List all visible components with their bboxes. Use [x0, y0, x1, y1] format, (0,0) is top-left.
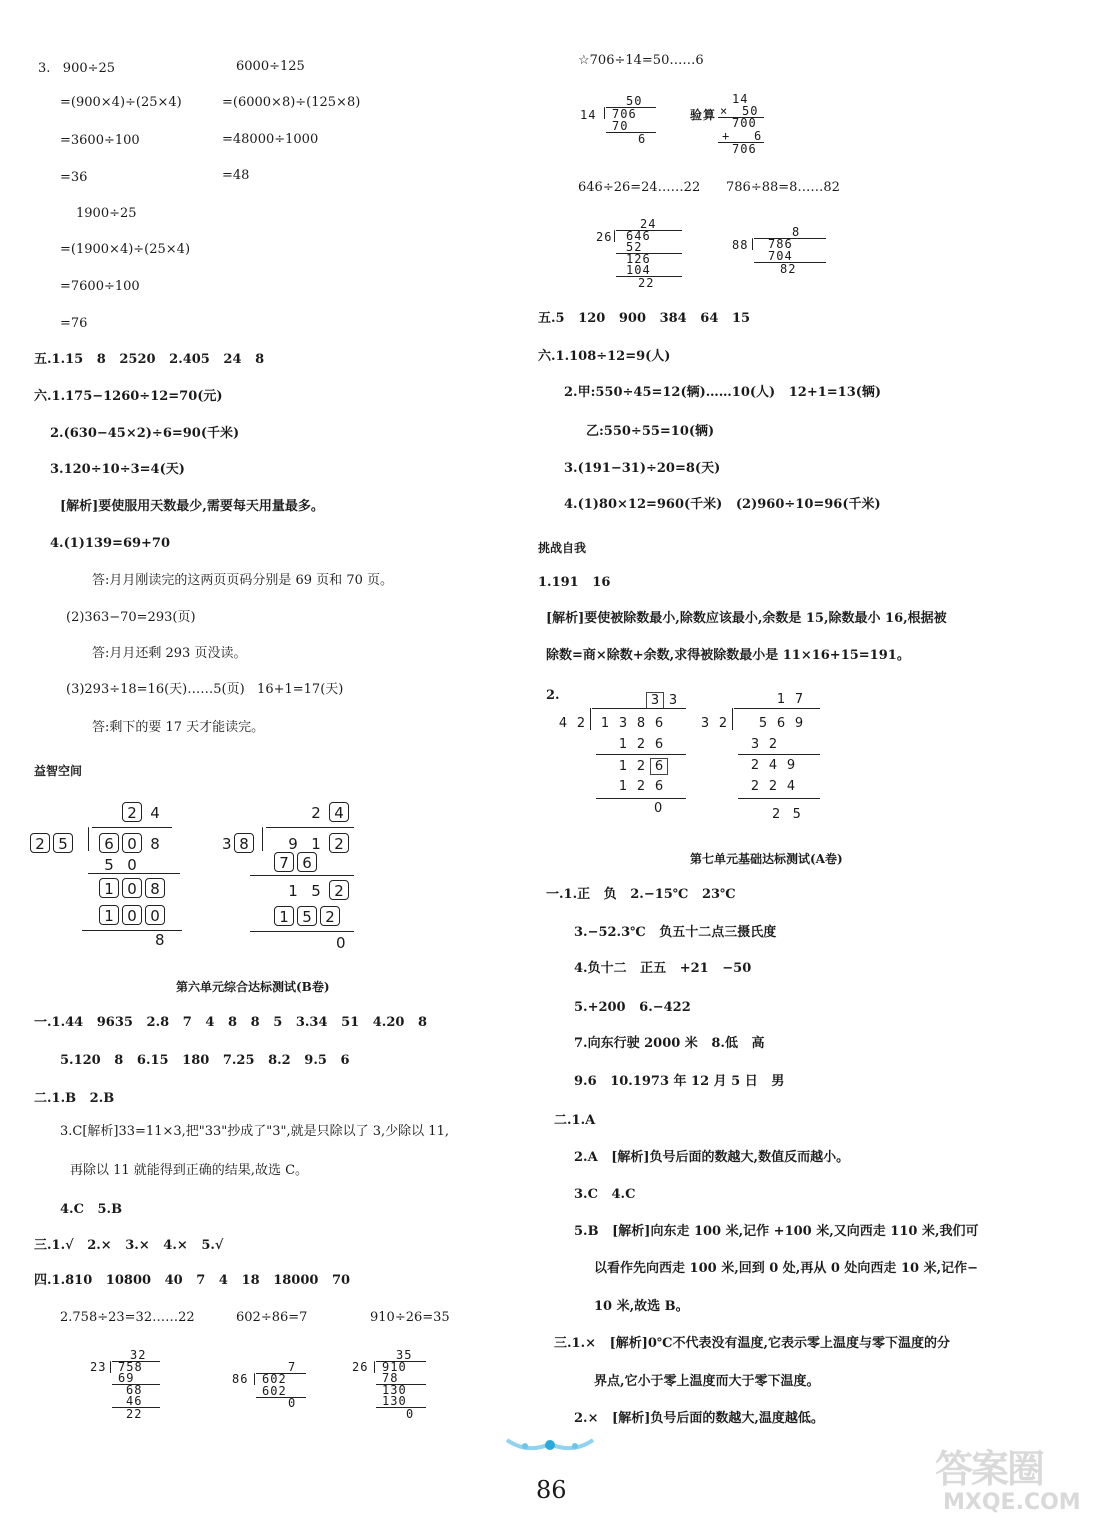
digit: 3	[700, 716, 710, 731]
step: 78	[382, 1371, 399, 1385]
text-line: 646÷26=24……22	[578, 180, 701, 195]
text-line: [解析]要使被除数最小,除数应该最小,余数是 15,除数最小 16,根据被	[546, 611, 947, 626]
digit-box: 6	[297, 852, 317, 872]
text-line: 2.758÷23=32……22	[60, 1310, 195, 1325]
text-line: 答:月月刚读完的这两页页码分别是 69 页和 70 页。	[92, 573, 393, 588]
dividend: 786	[768, 237, 793, 251]
digit-box: 5	[297, 906, 317, 926]
step: 704	[768, 249, 793, 263]
digit-box: 5	[53, 833, 73, 853]
digit: 2	[311, 804, 321, 822]
text-line: =48	[222, 168, 250, 183]
text-line: 7.向东行驶 2000 米 8.低 高	[574, 1036, 765, 1051]
dividend: 910	[382, 1360, 407, 1374]
boxed-division-2	[222, 800, 372, 950]
text-line: 三.1.√ 2.× 3.× 4.× 5.√	[34, 1238, 224, 1253]
digit-box: 6	[99, 833, 119, 853]
text-line: (2)363−70=293(页)	[66, 610, 196, 625]
text-line: 六.1.108÷12=9(人)	[538, 349, 671, 364]
remainder: 0	[654, 801, 663, 816]
text-line: =48000÷1000	[222, 132, 319, 147]
text-line: 再除以 11 就能得到正确的结果,故选 C。	[70, 1163, 309, 1178]
dividend: 706	[612, 107, 637, 121]
digit: 6	[654, 737, 664, 752]
digit-box: 2	[320, 906, 340, 926]
digit: 1	[618, 759, 628, 774]
text-line: 二.1.A	[554, 1113, 596, 1128]
step: 68	[126, 1383, 143, 1397]
text-line: 以看作先向西走 100 米,回到 0 处,再从 0 处向西走 10 米,记作−	[594, 1261, 978, 1276]
text-line: 一.1.正 负 2.−15℃ 23℃	[546, 887, 736, 902]
step: 126	[626, 252, 651, 266]
digit-box: 2	[329, 880, 349, 900]
digit: 4	[150, 804, 160, 822]
text-line: 4.负十二 正五 +21 −50	[574, 961, 752, 976]
text-line: (3)293÷18=16(天)……5(页) 16+1=17(天)	[66, 682, 344, 697]
digit: 8	[150, 835, 160, 853]
dividend: 602	[262, 1372, 287, 1386]
digit: 6	[776, 716, 786, 731]
remainder: 8	[155, 931, 165, 949]
digit-box: 6	[650, 758, 668, 775]
step: 52	[626, 240, 643, 254]
digit: 3	[618, 716, 628, 731]
long-division-5	[596, 219, 686, 291]
remainder: 82	[780, 262, 797, 276]
text-line: 3. 900÷25	[38, 61, 116, 76]
long-division-2	[232, 1362, 312, 1412]
quotient: 32	[130, 1348, 147, 1362]
step: 130	[382, 1383, 407, 1397]
digit: 4	[558, 716, 568, 731]
divisor: 88	[732, 238, 749, 252]
quotient: 7	[288, 1360, 297, 1374]
watermark-url: MXQE.COM	[943, 1490, 1081, 1515]
digit: 9	[786, 758, 796, 773]
section-heading: 第七单元基础达标测试(A卷)	[690, 852, 843, 866]
quotient: 24	[640, 217, 657, 231]
digit: 3	[668, 693, 678, 708]
section-heading: 挑战自我	[538, 541, 587, 555]
digit: 6	[654, 779, 664, 794]
text-line: 六.1.175−1260÷12=70(元)	[34, 389, 223, 404]
text-line: =76	[60, 316, 88, 331]
step: 69	[118, 1371, 135, 1385]
digit: 2	[768, 737, 778, 752]
quotient: 35	[396, 1348, 413, 1362]
text-line: 2.× [解析]负号后面的数越大,温度越低。	[574, 1411, 824, 1426]
page-number: 86	[536, 1476, 567, 1504]
long-division-1	[90, 1350, 170, 1430]
digit: 3	[222, 835, 232, 853]
digit: 4	[768, 758, 778, 773]
long-division-3	[352, 1350, 432, 1430]
digit: 1	[776, 692, 786, 707]
remainder: 0	[288, 1396, 297, 1410]
text-line: 5.120 8 6.15 180 7.25 8.2 9.5 6	[60, 1053, 350, 1068]
text-line: 四.1.810 10800 40 7 4 18 18000 70	[34, 1273, 351, 1288]
check-label: 验算	[690, 108, 717, 122]
divisor: 23	[90, 1360, 107, 1374]
text-line: 3.(191−31)÷20=8(天)	[564, 461, 721, 476]
divisor: 14	[580, 108, 597, 122]
text-line: =7600÷100	[60, 279, 140, 294]
text-line: 5.B [解析]向东走 100 米,记作 +100 米,又向西走 110 米,我们可	[574, 1224, 979, 1239]
digit: 4	[786, 779, 796, 794]
step: 104	[626, 263, 651, 277]
text-line: 4.C 5.B	[60, 1202, 123, 1217]
dividend: 758	[118, 1360, 143, 1374]
text-line: [解析]要使服用天数最少,需要每天用量最多。	[60, 499, 324, 514]
text-line: 4.(1)80×12=960(千米) (2)960÷10=96(千米)	[564, 497, 881, 512]
text-line: 2.	[546, 688, 560, 703]
text-line: 5.+200 6.−422	[574, 1000, 691, 1015]
digit: 2	[750, 779, 760, 794]
text-line: 3.−52.3℃ 负五十二点三摄氏度	[574, 925, 777, 940]
digit: 1	[618, 737, 628, 752]
digit: 2	[768, 779, 778, 794]
text-line: 答:剩下的要 17 天才能读完。	[92, 720, 265, 735]
text-line: 三.1.× [解析]0℃不代表没有温度,它表示零上温度与零下温度的分	[554, 1336, 951, 1351]
digit: 6	[654, 716, 664, 731]
text-line: 2.A [解析]负号后面的数越大,数值反而越小。	[574, 1150, 850, 1165]
text-line: 4.(1)139=69+70	[50, 536, 171, 551]
digit: 2	[718, 716, 728, 731]
text-line: 2.甲:550÷45=12(辆)……10(人) 12+1=13(辆)	[564, 385, 882, 400]
watermark-text: 答案圈	[935, 1447, 1044, 1491]
long-division-6	[732, 227, 832, 283]
digit: 5	[758, 716, 768, 731]
text-line: 一.1.44 9635 2.8 7 4 8 8 5 3.34 51 4.20 8	[34, 1015, 428, 1030]
divisor: 26	[596, 230, 613, 244]
digit: 1	[600, 716, 610, 731]
digit-box: 3	[646, 692, 664, 709]
text-line: 10 米,故选 B。	[594, 1299, 689, 1314]
digit: 2	[636, 759, 646, 774]
grid-division-1	[560, 692, 700, 820]
remainder: 6	[638, 132, 647, 146]
text-line: =36	[60, 170, 88, 185]
digit-box: 2	[122, 802, 142, 822]
text-line: 3.120÷10÷3=4(天)	[50, 462, 185, 477]
digit-box: 0	[145, 905, 165, 925]
page-ornament	[505, 1432, 595, 1456]
dividend: 646	[626, 229, 651, 243]
step: 130	[382, 1394, 407, 1408]
quotient: 8	[792, 225, 801, 239]
text-line: 6000÷125	[236, 59, 305, 74]
digit: 1	[618, 779, 628, 794]
section-heading: 第六单元综合达标测试(B卷)	[176, 980, 330, 994]
digit-box: 2	[329, 833, 349, 853]
remainder: 0	[406, 1407, 415, 1421]
text-line: 答:月月还剩 293 页没读。	[92, 646, 247, 661]
digit: 7	[794, 692, 804, 707]
digit-box: 1	[99, 878, 119, 898]
section-heading: 益智空间	[34, 764, 83, 778]
divisor: 86	[232, 1372, 249, 1386]
digit-box: 1	[99, 905, 119, 925]
factor: 14	[732, 92, 749, 106]
text-line: =(900×4)÷(25×4)	[60, 95, 182, 110]
remainder: 22	[638, 276, 655, 290]
text-line: =(1900×4)÷(25×4)	[60, 242, 191, 257]
watermark-logo	[935, 1438, 1110, 1528]
step: 46	[126, 1394, 143, 1408]
factor: 50	[742, 104, 759, 118]
long-division-4	[580, 96, 670, 156]
digit: 9	[288, 835, 298, 853]
digit: 1	[311, 835, 321, 853]
text-line: 602÷86=7	[236, 1310, 308, 1325]
text-line: 1900÷25	[76, 206, 137, 221]
digit: 3	[750, 737, 760, 752]
digit-box: 4	[329, 802, 349, 822]
digit: 1	[288, 882, 298, 900]
grid-division-2	[700, 692, 836, 827]
text-line: 2.(630−45×2)÷6=90(千米)	[50, 426, 240, 441]
right-column	[538, 0, 1117, 1536]
remainder: 0	[336, 934, 346, 952]
digit: 2	[636, 779, 646, 794]
digit-box: 7	[274, 852, 294, 872]
text-line: 五.1.15 8 2520 2.405 24 8	[34, 352, 265, 367]
text-line: 3.C[解析]33=11×3,把"33"抄成了"3",就是只除以了 3,少除以 11,	[60, 1124, 449, 1139]
remainder: 22	[126, 1407, 143, 1421]
remainder: 2 5	[772, 807, 801, 822]
text-line: 界点,它小于零上温度而大于零下温度。	[594, 1374, 820, 1389]
digit-box: 1	[274, 906, 294, 926]
digit: 2	[750, 758, 760, 773]
digit-box: 8	[234, 833, 254, 853]
boxed-division-1	[30, 800, 190, 950]
digit-box: 2	[30, 833, 50, 853]
digit-box: 0	[122, 905, 142, 925]
product: 700	[732, 116, 757, 130]
plus-sign: +	[722, 129, 731, 143]
digit: 5	[104, 856, 114, 874]
digit-box: 8	[145, 878, 165, 898]
quotient: 50	[626, 94, 643, 108]
text-line: 五.5 120 900 384 64 15	[538, 311, 751, 326]
step: 602	[262, 1384, 287, 1398]
text-line: 1.191 16	[538, 575, 611, 590]
text-line: 786÷88=8……82	[726, 180, 840, 195]
divisor: 26	[352, 1360, 369, 1374]
step: 70	[612, 119, 629, 133]
times-sign: ×	[720, 104, 729, 118]
text-line: 9.6 10.1973 年 12 月 5 日 男	[574, 1074, 785, 1089]
digit: 9	[794, 716, 804, 731]
digit-box: 0	[122, 878, 142, 898]
check-calculation	[690, 94, 780, 160]
text-line: ☆706÷14=50……6	[578, 53, 704, 68]
text-line: 二.1.B 2.B	[34, 1091, 115, 1106]
digit-box: 0	[122, 833, 142, 853]
text-line: 除数=商×除数+余数,求得被除数最小是 11×16+15=191。	[546, 648, 910, 663]
text-line: =3600÷100	[60, 133, 140, 148]
digit: 8	[636, 716, 646, 731]
digit: 2	[576, 716, 586, 731]
digit: 5	[311, 882, 321, 900]
text-line: 910÷26=35	[370, 1310, 450, 1325]
text-line: 乙:550÷55=10(辆)	[586, 424, 715, 439]
digit: 0	[127, 856, 137, 874]
result: 706	[732, 142, 757, 156]
addend: 6	[754, 129, 763, 143]
text-line: 3.C 4.C	[574, 1187, 636, 1202]
text-line: =(6000×8)÷(125×8)	[222, 95, 361, 110]
digit: 2	[636, 737, 646, 752]
